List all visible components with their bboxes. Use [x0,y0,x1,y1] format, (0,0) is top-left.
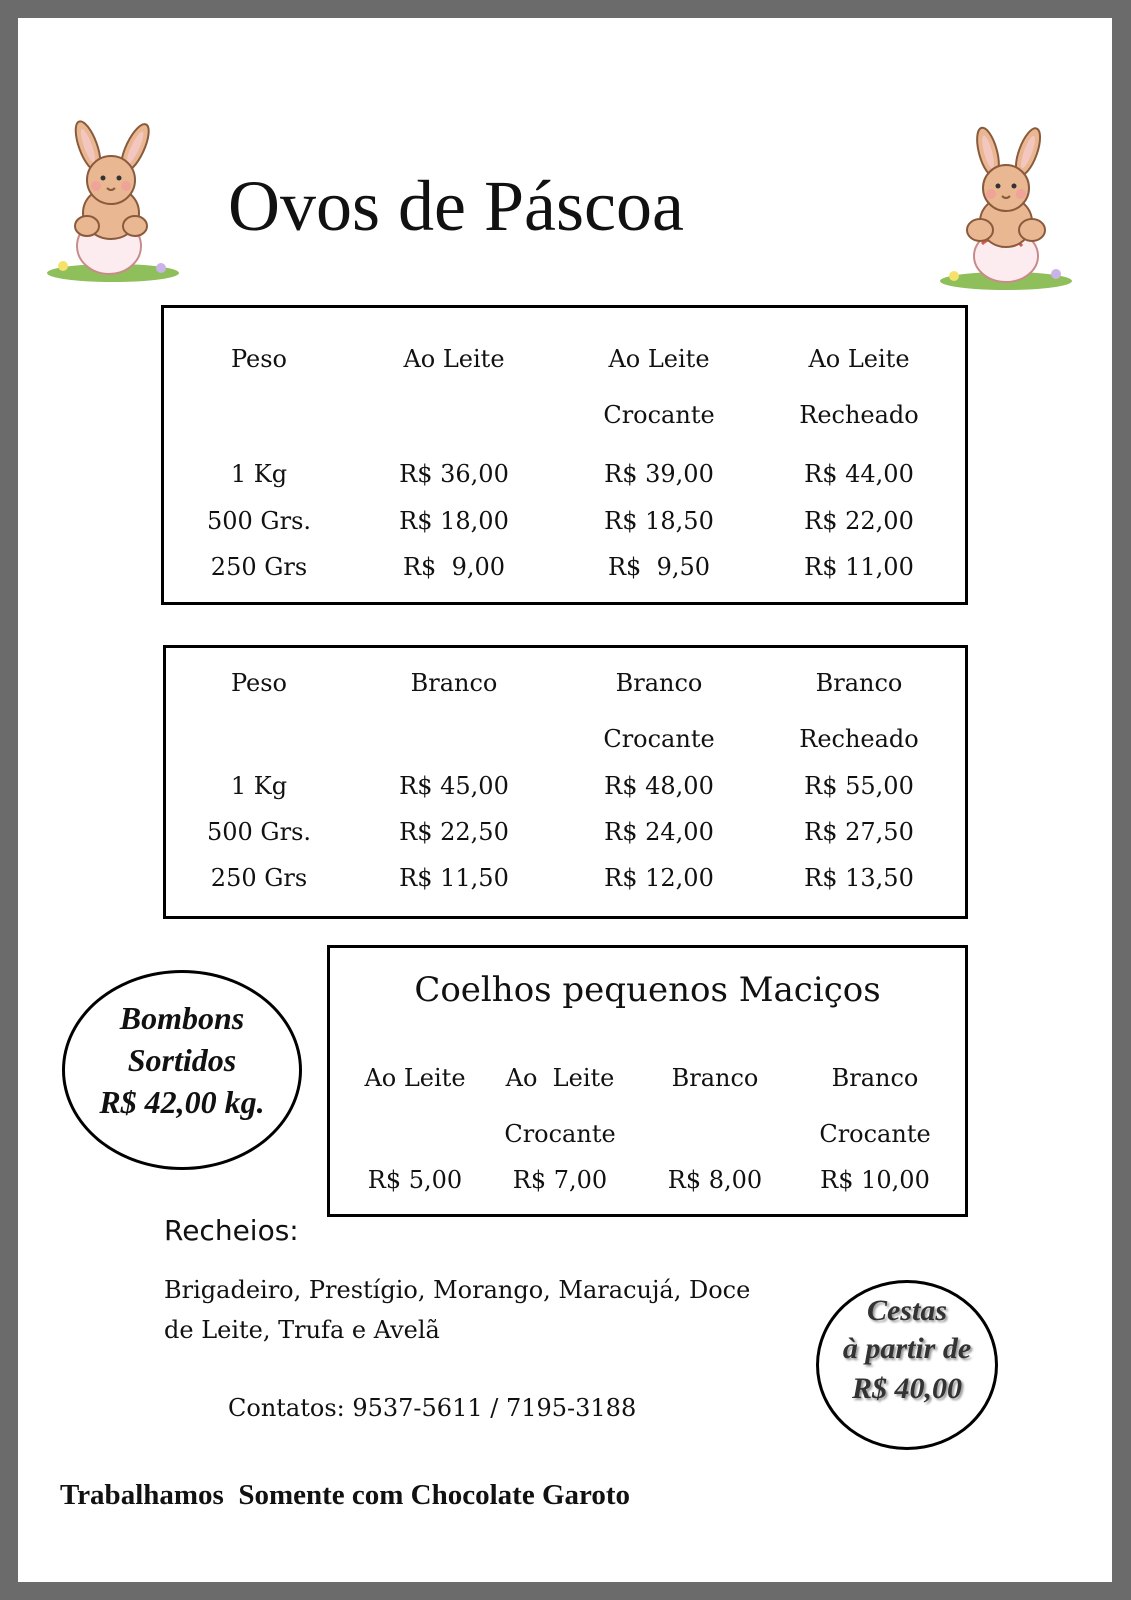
table-cell-price: R$ 5,00 [367,1166,463,1194]
table-cell-weight: 1 Kg [230,460,288,488]
table-header: Ao Leite [608,345,710,373]
table-header: Crocante [603,725,715,753]
table-header: Ao Leite [808,345,910,373]
table-cell-price: R$ 12,00 [604,864,714,892]
baskets-line: à partir de [842,1332,972,1365]
table-header: Ao Leite [403,345,505,373]
table-header: Branco [615,669,703,697]
table-cell-weight: 250 Grs [210,864,308,892]
small-bunnies-title: Coelhos pequenos Maciços [414,970,881,1010]
table-cell-price: R$ 8,00 [667,1166,763,1194]
fillings-list: Brigadeiro, Prestígio, Morango, Maracujá, Doce [164,1276,751,1304]
table-header: Peso [230,345,288,373]
table-cell-weight: 1 Kg [230,772,288,800]
table-header: Branco [815,669,903,697]
flyer-page [18,18,1112,1582]
table-cell-weight: 500 Grs. [206,507,312,535]
table-cell-price: R$ 18,50 [604,507,714,535]
table-cell-price: R$ 7,00 [512,1166,608,1194]
table-header: Peso [230,669,288,697]
table-header: Ao Leite [505,1064,615,1092]
fillings-list: de Leite, Trufa e Avelã [164,1316,440,1344]
page-title: Ovos de Páscoa [228,166,684,246]
table-cell-price: R$ 10,00 [820,1166,930,1194]
table-cell-price: R$ 36,00 [399,460,509,488]
table-cell-price: R$ 9,50 [607,553,711,581]
footer-note: Trabalhamos Somente com Chocolate Garoto [60,1479,631,1511]
table-cell-price: R$ 11,50 [399,864,509,892]
easter-bunny-left-icon [43,118,183,288]
table-cell-weight: 500 Grs. [206,818,312,846]
table-cell-price: R$ 11,00 [804,553,914,581]
table-header: Recheado [799,401,919,429]
bombons-line: Sortidos [127,1042,237,1078]
table-cell-price: R$ 9,00 [402,553,506,581]
table-header: Branco [671,1064,759,1092]
bombons-badge [62,970,302,1170]
baskets-line: Cestas [866,1294,947,1327]
bombons-line: Bombons [119,1000,245,1036]
easter-bunny-right-icon [936,126,1076,296]
table-header: Crocante [819,1120,931,1148]
table-cell-weight: 250 Grs [210,553,308,581]
table-cell-price: R$ 18,00 [399,507,509,535]
table-cell-price: R$ 48,00 [604,772,714,800]
table-cell-price: R$ 27,50 [804,818,914,846]
table-cell-price: R$ 45,00 [399,772,509,800]
table-cell-price: R$ 24,00 [604,818,714,846]
table-cell-price: R$ 22,50 [399,818,509,846]
milk-chocolate-price-table [161,305,968,605]
table-cell-price: R$ 55,00 [804,772,914,800]
baskets-badge [816,1280,998,1450]
small-bunnies-price-table [327,945,968,1217]
table-cell-price: R$ 39,00 [604,460,714,488]
table-header: Branco [831,1064,919,1092]
table-cell-price: R$ 22,00 [804,507,914,535]
table-cell-price: R$ 44,00 [804,460,914,488]
table-cell-price: R$ 13,50 [804,864,914,892]
table-header: Ao Leite [364,1064,466,1092]
baskets-price: R$ 40,00 [851,1372,962,1405]
table-header: Recheado [799,725,919,753]
table-header: Crocante [504,1120,616,1148]
white-chocolate-price-table [163,645,968,919]
table-header: Branco [410,669,498,697]
table-header: Crocante [603,401,715,429]
contacts: Contatos: 9537-5611 / 7195-3188 [228,1394,637,1422]
bombons-price: R$ 42,00 kg. [99,1084,265,1120]
fillings-label: Recheios: [164,1214,299,1247]
